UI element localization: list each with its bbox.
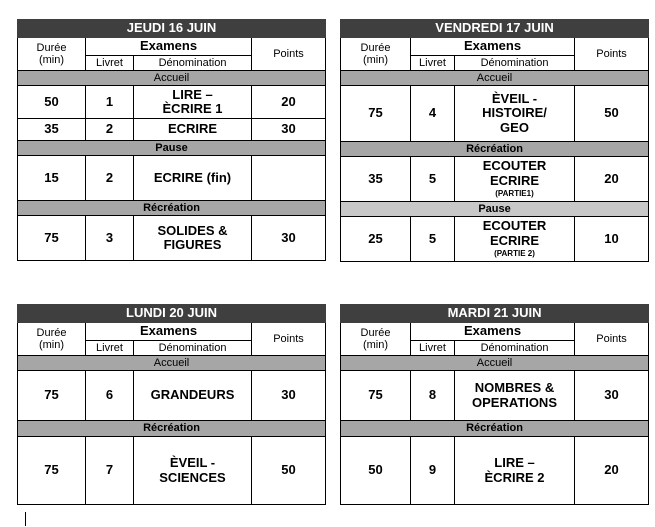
exams-header: Examens <box>86 38 252 56</box>
booklet-cell: 9 <box>411 437 455 505</box>
booklet-cell: 5 <box>411 157 455 202</box>
break-row: Accueil <box>18 71 326 86</box>
exam-row <box>341 217 649 262</box>
schedule-monday <box>17 304 326 505</box>
points-cell: 20 <box>575 157 649 202</box>
duration-header: Durée (min) <box>341 38 411 71</box>
exam-name-cell: LIRE – ÈCRIRE 2 <box>455 437 575 505</box>
exam-name-cell: ECRIRE <box>134 119 252 141</box>
break-row: Récréation <box>18 421 326 437</box>
points-cell: 50 <box>252 437 326 505</box>
points-cell: 10 <box>575 217 649 262</box>
duration-cell: 75 <box>341 371 411 421</box>
points-header: Points <box>252 323 326 356</box>
duration-header: Durée (min) <box>18 38 86 71</box>
duration-header: Durée (min) <box>18 323 86 356</box>
booklet-cell: 7 <box>86 437 134 505</box>
exam-name-cell: LIRE – ÈCRIRE 1 <box>134 86 252 119</box>
exam-row <box>18 119 326 141</box>
points-cell: 30 <box>252 216 326 261</box>
booklet-cell: 5 <box>411 217 455 262</box>
break-row: Accueil <box>341 356 649 371</box>
denomination-header: Dénomination <box>134 56 252 71</box>
points-cell: 30 <box>252 119 326 141</box>
booklet-cell: 1 <box>86 86 134 119</box>
exams-header: Examens <box>411 323 575 341</box>
booklet-cell: 4 <box>411 86 455 142</box>
exam-row <box>18 371 326 421</box>
duration-header: Durée (min) <box>341 323 411 356</box>
schedule-thursday <box>17 19 326 261</box>
duration-cell: 75 <box>18 216 86 261</box>
exam-name-cell: ÈVEIL - HISTOIRE/ GEO <box>455 86 575 142</box>
booklet-header: Livret <box>411 341 455 356</box>
points-cell: 30 <box>252 371 326 421</box>
exam-name-cell: NOMBRES & OPERATIONS <box>455 371 575 421</box>
schedule-friday <box>340 19 649 262</box>
break-row: Accueil <box>18 356 326 371</box>
exam-name-cell: ÈVEIL - SCIENCES <box>134 437 252 505</box>
break-row: Récréation <box>341 421 649 437</box>
duration-cell: 35 <box>18 119 86 141</box>
exams-header: Examens <box>411 38 575 56</box>
booklet-header: Livret <box>411 56 455 71</box>
denomination-header: Dénomination <box>455 341 575 356</box>
booklet-cell: 2 <box>86 119 134 141</box>
break-row: Accueil <box>341 71 649 86</box>
duration-cell: 50 <box>18 86 86 119</box>
booklet-cell: 3 <box>86 216 134 261</box>
duration-cell: 75 <box>18 371 86 421</box>
duration-cell: 50 <box>341 437 411 505</box>
duration-cell: 35 <box>341 157 411 202</box>
exam-row <box>18 156 326 201</box>
points-header: Points <box>575 323 649 356</box>
booklet-cell: 8 <box>411 371 455 421</box>
day-title: JEUDI 16 JUIN <box>18 20 326 38</box>
duration-cell: 75 <box>341 86 411 142</box>
break-row: Pause <box>341 202 649 217</box>
break-row: Récréation <box>18 201 326 216</box>
exam-name-cell: ECOUTER ECRIRE (PARTIE1) <box>455 157 575 202</box>
booklet-cell: 6 <box>86 371 134 421</box>
denomination-header: Dénomination <box>455 56 575 71</box>
points-cell: 50 <box>575 86 649 142</box>
points-cell: 20 <box>575 437 649 505</box>
booklet-header: Livret <box>86 56 134 71</box>
day-title: MARDI 21 JUIN <box>341 305 649 323</box>
points-header: Points <box>575 38 649 71</box>
break-row: Récréation <box>341 142 649 157</box>
schedule-tuesday <box>340 304 649 505</box>
exam-name-cell: ECOUTER ECRIRE (PARTIE 2) <box>455 217 575 262</box>
break-row: Pause <box>18 141 326 156</box>
booklet-cell: 2 <box>86 156 134 201</box>
points-cell <box>252 156 326 201</box>
exam-row <box>18 216 326 261</box>
exam-row <box>18 437 326 505</box>
day-title: VENDREDI 17 JUIN <box>341 20 649 38</box>
exam-row <box>341 371 649 421</box>
exam-name-cell: SOLIDES & FIGURES <box>134 216 252 261</box>
points-header: Points <box>252 38 326 71</box>
points-cell: 20 <box>252 86 326 119</box>
points-cell: 30 <box>575 371 649 421</box>
day-title: LUNDI 20 JUIN <box>18 305 326 323</box>
exam-name-cell: ECRIRE (fin) <box>134 156 252 201</box>
exam-name-cell: GRANDEURS <box>134 371 252 421</box>
exam-row <box>18 86 326 119</box>
duration-cell: 15 <box>18 156 86 201</box>
exams-header: Examens <box>86 323 252 341</box>
exam-row <box>341 437 649 505</box>
exam-row <box>341 157 649 202</box>
text-cursor <box>25 512 26 526</box>
booklet-header: Livret <box>86 341 134 356</box>
duration-cell: 75 <box>18 437 86 505</box>
exam-row <box>341 86 649 142</box>
denomination-header: Dénomination <box>134 341 252 356</box>
duration-cell: 25 <box>341 217 411 262</box>
